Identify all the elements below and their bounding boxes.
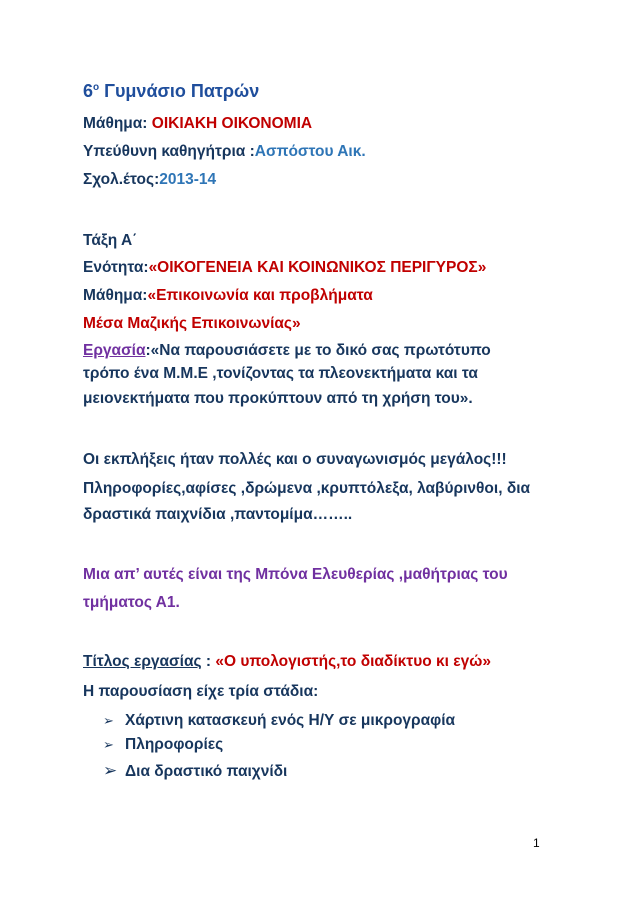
school-heading [83, 78, 259, 101]
stage-item [103, 761, 287, 782]
subject-label: Μάθημα: [83, 115, 148, 132]
work-title-value: «Ο υπολογιστής,το διαδίκτυο κι εγώ» [215, 653, 491, 670]
assignment-label: Εργασία [83, 342, 146, 359]
lesson-value-line1: «Επικοινωνία και προβλήματα [147, 287, 373, 304]
surprises-line: Οι εκπλήξεις ήταν πολλές και ο συναγωνισμός μεγάλος!!! [83, 451, 507, 468]
assignment-line1 [83, 341, 491, 361]
year-line [83, 170, 216, 190]
stage-text-2: Πληροφορίες [125, 736, 224, 753]
unit-value: «ΟΙΚΟΓΕΝΕΙΑ ΚΑΙ ΚΟΙΝΩΝΙΚΟΣ ΠΕΡΙΓΥΡΟΣ» [148, 259, 487, 276]
school-name: Γυμνάσιο Πατρών [99, 81, 260, 101]
lesson-label: Μάθημα: [83, 287, 148, 304]
unit-line [83, 258, 486, 278]
arrow-bullet-icon: ➢ [103, 713, 114, 728]
class-line: Τάξη Α΄ [83, 232, 138, 249]
teacher-label: Υπεύθυνη καθηγήτρια : [83, 143, 255, 160]
school-number: 6 [83, 81, 94, 101]
arrow-bullet-icon: ➢ [103, 761, 118, 780]
year-value: 2013-14 [159, 171, 217, 188]
page-number: 1 [533, 836, 540, 850]
year-label: Σχολ.έτος: [83, 171, 160, 188]
work-title-separator: : [201, 653, 216, 670]
lesson-value-line2: Μέσα Μαζικής Επικοινωνίας» [83, 315, 301, 332]
info-line1: Πληροφορίες,αφίσες ,δρώμενα ,κρυπτόλεξα, λαβύρινθοι, δια [83, 480, 531, 497]
student-line2: τμήματος Α1. [83, 594, 180, 611]
stage-text-3: Δια δραστικό παιχνίδι [125, 763, 288, 780]
assignment-text-1: :«Να παρουσιάσετε με το δικό σας πρωτότυπο [145, 342, 491, 359]
stage-item [103, 711, 455, 731]
stage-item [103, 735, 223, 755]
teacher-value: Ασπόστου Αικ. [254, 143, 366, 160]
assignment-line3: μειονεκτήματα που προκύπτουν από τη χρήση του». [83, 390, 473, 407]
work-title-line [83, 652, 491, 672]
unit-label: Ενότητα: [83, 259, 149, 276]
subject-value: ΟΙΚΙΑΚΗ ΟΙΚΟΝΟΜΙΑ [147, 115, 313, 132]
work-title-label: Τίτλος εργασίας [83, 653, 202, 670]
subject-line [83, 114, 312, 134]
assignment-line2: τρόπο ένα Μ.Μ.Ε ,τονίζοντας τα πλεονεκτήματα και τα [83, 365, 478, 382]
school-number-suffix: ο [93, 82, 100, 93]
arrow-bullet-icon: ➢ [103, 737, 114, 752]
student-line1: Μια απ’ αυτές είναι της Μπόνα Ελευθερίας ,μαθήτριας του [83, 566, 508, 583]
stages-intro: Η παρουσίαση είχε τρία στάδια: [83, 683, 319, 700]
stage-text-1: Χάρτινη κατασκευή ενός Η/Υ σε μικρογραφία [125, 712, 456, 729]
lesson-line [83, 286, 373, 306]
info-line2: δραστικά παιχνίδια ,παντομίμα…….. [83, 506, 353, 523]
teacher-line [83, 142, 366, 162]
